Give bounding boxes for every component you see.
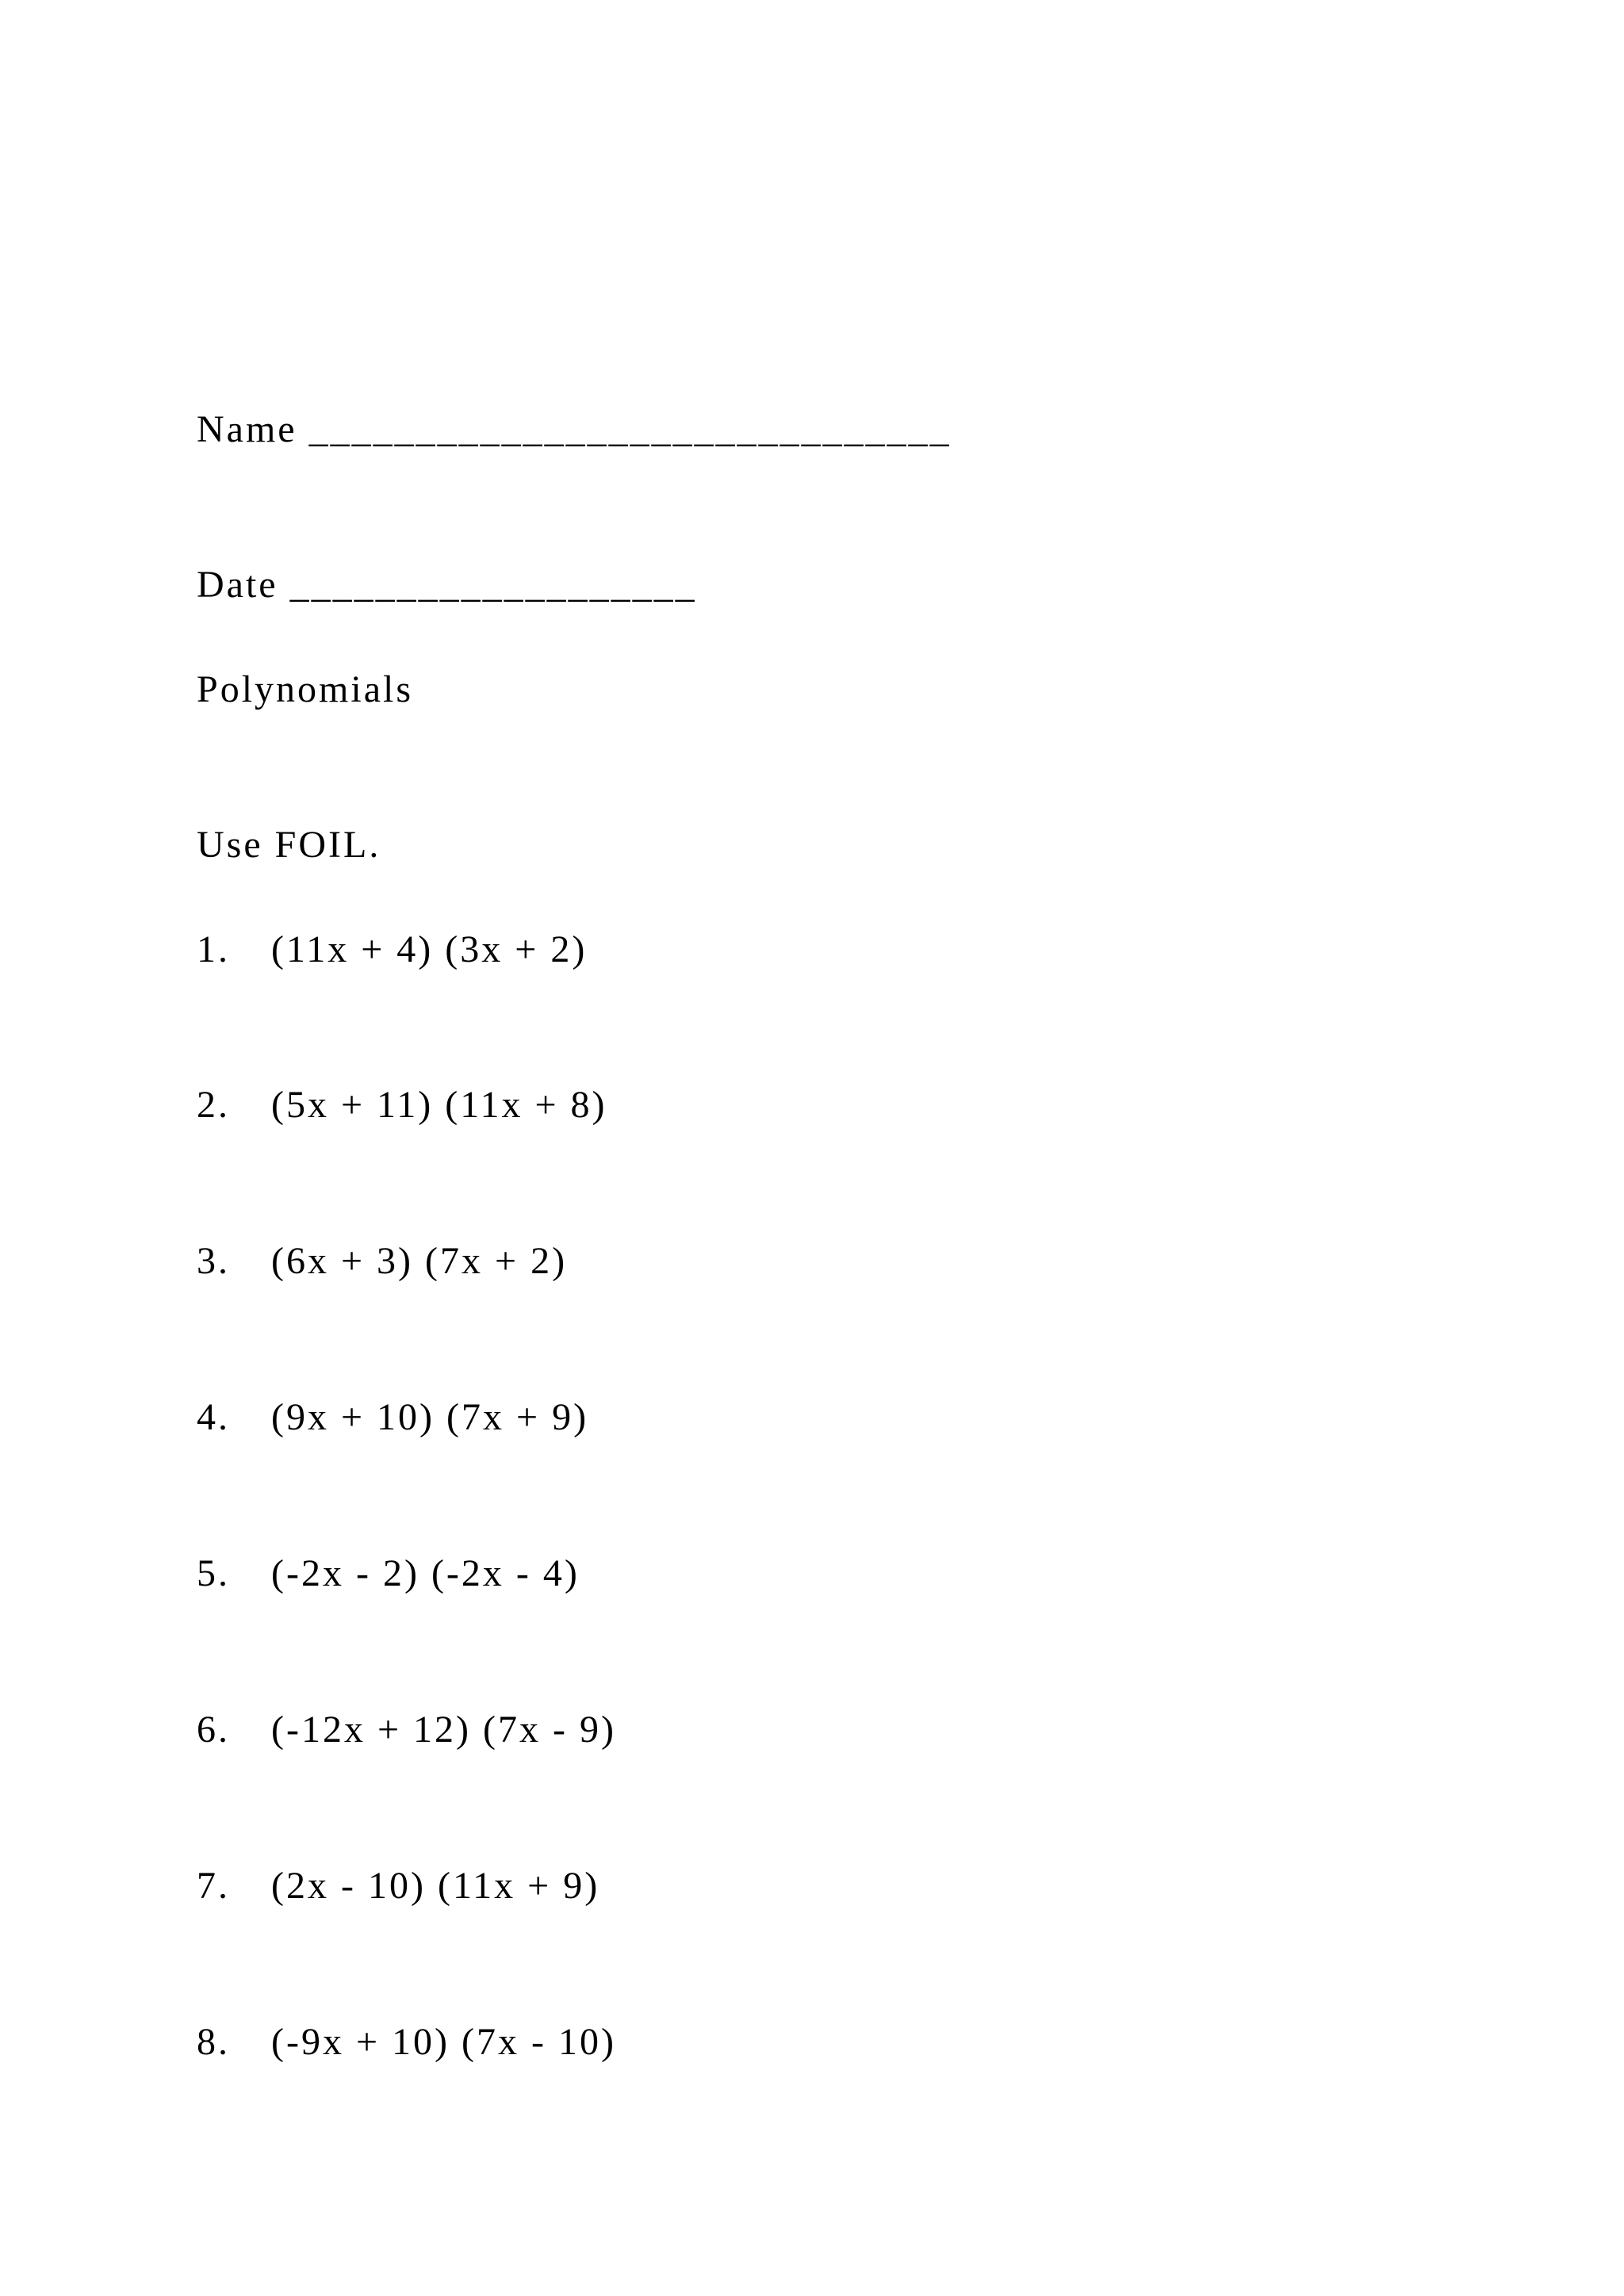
problem-number: 4. [197,1396,230,1438]
date-blank: ___________________ [289,564,697,606]
problem-number: 7. [197,1865,230,1907]
problem-item [197,1394,588,1441]
problem-expression: (5x + 11) (11x + 8) [271,1084,607,1126]
instructions: Use FOIL. [197,824,381,866]
problem-item [197,926,587,974]
problem-expression: (-9x + 10) (7x - 10) [271,2021,616,2063]
problem-expression: (9x + 10) (7x + 9) [271,1396,589,1438]
problem-number: 2. [197,1084,230,1126]
name-blank: ______________________________ [308,408,952,450]
problem-expression: (-12x + 12) (7x - 9) [271,1709,616,1751]
problem-item [197,1238,567,1285]
problem-item [197,1706,616,1754]
problem-expression: (11x + 4) (3x + 2) [271,928,588,970]
problem-number: 6. [197,1709,230,1751]
problem-item [197,1081,607,1129]
problem-expression: (-2x - 2) (-2x - 4) [271,1552,580,1594]
worksheet-title: Polynomials [197,668,414,710]
problem-number: 3. [197,1240,230,1282]
problem-expression: (6x + 3) (7x + 2) [271,1240,568,1282]
problem-number: 5. [197,1552,230,1594]
name-label: Name [197,408,297,450]
problem-item [197,1862,599,1910]
problem-item [197,2019,616,2066]
problem-number: 1. [197,928,230,970]
problem-expression: (2x - 10) (11x + 9) [271,1865,600,1907]
date-field [197,561,697,609]
problem-item [197,1550,580,1598]
date-label: Date [197,564,278,606]
problem-number: 8. [197,2021,230,2063]
name-field [197,406,952,453]
